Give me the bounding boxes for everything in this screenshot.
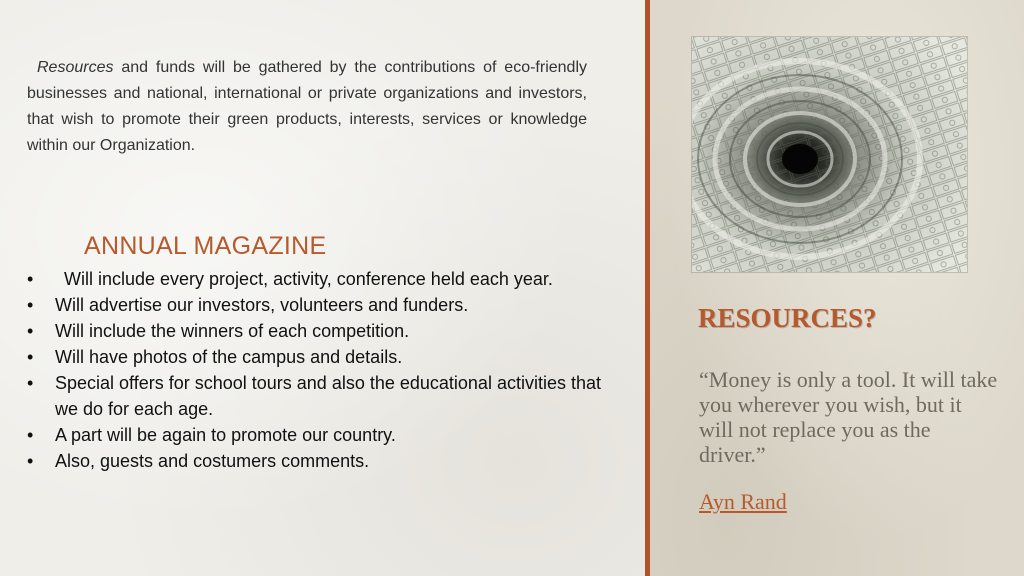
list-item xyxy=(27,292,607,318)
bullet-icon: • xyxy=(27,373,34,393)
list-item-text: Will advertise our investors, volunteers and funders. xyxy=(55,295,469,315)
annual-magazine-heading: ANNUAL MAGAZINE xyxy=(84,232,327,260)
list-item-text: Special offers for school tours and also the educational activities that we do for each age. xyxy=(55,373,601,419)
magazine-bullet-list xyxy=(27,266,607,474)
bullet-icon: • xyxy=(27,269,34,289)
money-tunnel-graphic xyxy=(692,37,967,272)
list-item xyxy=(27,318,607,344)
list-item xyxy=(27,422,607,448)
list-item-text: Will include every project, activity, conference held each year. xyxy=(64,269,553,289)
bullet-icon: • xyxy=(27,425,34,445)
quote-text: “Money is only a tool. It will take you wherever you wish, but it will not replace you as the driver.” xyxy=(699,367,998,467)
list-item xyxy=(27,266,607,292)
intro-paragraph xyxy=(27,55,587,159)
list-item xyxy=(27,344,607,370)
list-item-text: A part will be again to promote our country. xyxy=(55,425,396,445)
list-item-text: Will have photos of the campus and details. xyxy=(55,347,403,367)
bullet-icon: • xyxy=(27,347,34,367)
resources-heading: RESOURCES? xyxy=(698,303,877,333)
intro-text: and funds will be gathered by the contributions of eco-friendly businesses and national, international or private organizations and investors, that wish to promote their green products, interests, services or knowledge within our Organization. xyxy=(27,59,587,154)
author-link[interactable]: Ayn Rand xyxy=(699,489,787,514)
bullet-icon: • xyxy=(27,451,34,471)
money-tunnel-image xyxy=(692,37,967,272)
intro-emphasis: Resources xyxy=(37,59,114,76)
list-item-text: Also, guests and costumers comments. xyxy=(55,451,370,471)
list-item-text: Will include the winners of each competition. xyxy=(55,321,410,341)
bullet-icon: • xyxy=(27,321,34,341)
list-item xyxy=(27,370,607,422)
bullet-icon: • xyxy=(27,295,34,315)
list-item xyxy=(27,448,607,474)
